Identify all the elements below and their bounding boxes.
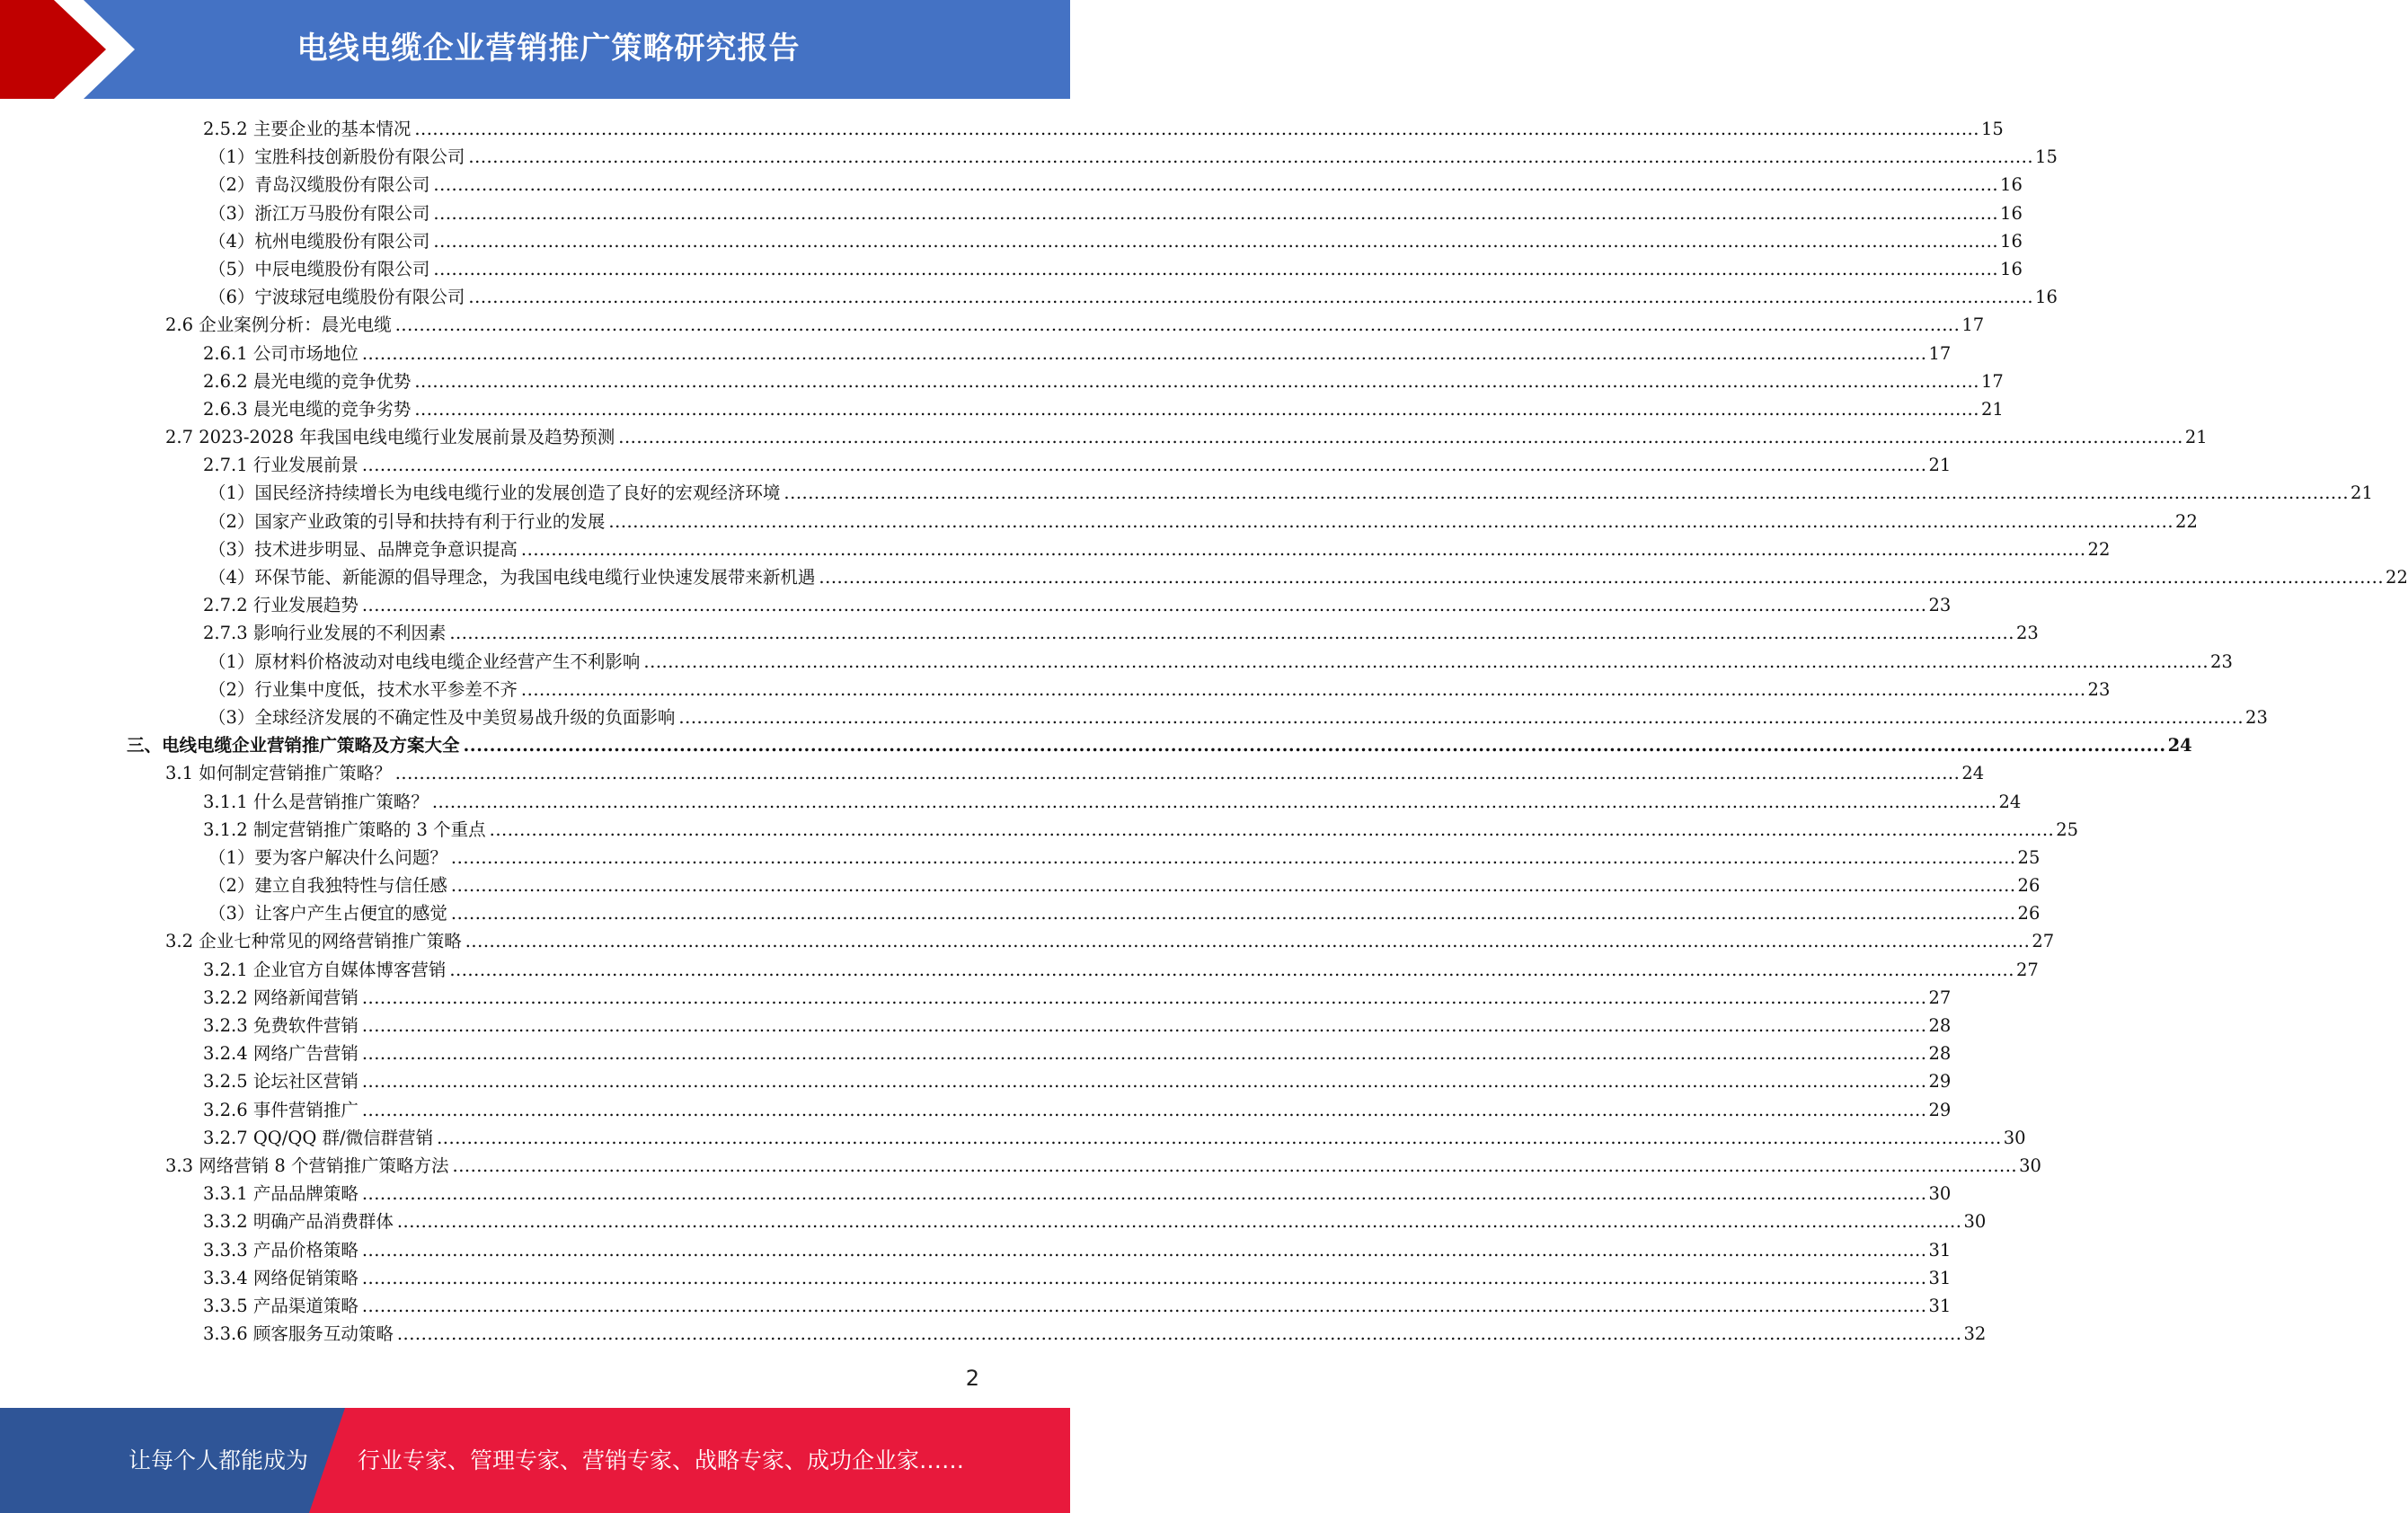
toc-entry-page: 23 [2210,650,2233,672]
toc-entry[interactable] [0,508,2198,535]
toc-entry-page: 16 [2000,174,2023,196]
toc-entry[interactable] [0,311,1985,339]
toc-entry-page: 15 [1980,119,2004,139]
toc-entry[interactable] [0,143,2058,171]
toc-entry-page: 22 [2386,567,2408,588]
toc-entry-page: 30 [1928,1183,1952,1205]
toc-entry-title: 3.3.5 产品渠道策略 [203,1295,359,1316]
toc-entry-page: 25 [2017,846,2041,868]
toc-dot-leader: .................................................................................................................................................................................................................................................................... [361,1183,1927,1205]
toc-dot-leader: .................................................................................................................................................................................................................................................................... [468,146,2034,168]
toc-entry-title: 2.7.3 影响行业发展的不利因素 [203,623,447,644]
toc-entry[interactable] [0,899,2041,927]
toc-entry-page: 29 [1928,1071,1952,1093]
toc-entry-title: （5）中辰电缆股份有限公司 [208,258,430,279]
toc-entry-title: 3.2.4 网络广告营销 [203,1043,359,1065]
toc-entry[interactable] [0,1264,1952,1292]
toc-entry[interactable] [0,731,2192,759]
toc-dot-leader: .................................................................................................................................................................................................................................................................... [361,595,1927,616]
toc-entry[interactable] [0,816,2079,844]
toc-dot-leader: .................................................................................................................................................................................................................................................................... [819,567,2385,588]
toc-entry[interactable] [0,872,2041,899]
toc-entry-page: 23 [2087,678,2111,700]
toc-entry[interactable] [0,479,2373,507]
toc-entry-page: 16 [2000,258,2023,279]
toc-entry-title: （2）行业集中度低，技术水平参差不齐 [208,678,518,700]
toc-entry-page: 21 [2184,427,2208,448]
toc-entry-title: 3.2 企业七种常见的网络营销推广策略 [165,931,462,952]
toc-dot-leader: .................................................................................................................................................................................................................................................................... [465,931,2031,952]
toc-entry-title: （3）全球经济发展的不确定性及中美贸易战升级的负面影响 [208,706,676,728]
toc-entry-page: 27 [2032,931,2055,952]
toc-entry[interactable] [0,676,2111,703]
toc-dot-leader: .................................................................................................................................................................................................................................................................... [361,1071,1927,1093]
table-of-contents [0,115,2408,1348]
toc-entry-title: 3.2.7 QQ/QQ 群/微信群营销 [203,1127,434,1148]
toc-entry-page: 17 [1961,314,1985,336]
toc-entry[interactable] [0,1320,1987,1348]
toc-dot-leader: .................................................................................................................................................................................................................................................................... [433,202,1999,224]
toc-dot-leader: .................................................................................................................................................................................................................................................................... [520,538,2086,560]
page-footer [0,1408,1070,1513]
toc-dot-leader: .................................................................................................................................................................................................................................................................... [414,370,1979,392]
toc-entry[interactable] [0,199,2023,227]
toc-entry[interactable] [0,451,1952,479]
toc-entry-title: 3.2.1 企业官方自媒体博客营销 [203,959,447,980]
toc-entry-title: （2）建立自我独特性与信任感 [208,875,447,897]
toc-entry-page: 29 [1928,1099,1952,1120]
toc-entry-title: （1）要为客户解决什么问题？ [208,846,447,868]
toc-dot-leader: .................................................................................................................................................................................................................................................................... [361,455,1927,476]
page-header [0,0,1070,99]
toc-entry[interactable] [0,395,2004,423]
toc-entry[interactable] [0,255,2023,283]
toc-entry-page: 31 [1928,1295,1952,1316]
toc-dot-leader: .................................................................................................................................................................................................................................................................... [433,230,1999,252]
toc-entry-page: 23 [1928,595,1952,616]
toc-entry-title: 三、电线电缆企业营销推广策略及方案大全 [127,735,460,756]
toc-entry-page: 23 [2015,623,2039,644]
toc-entry-title: （3）浙江万马股份有限公司 [208,202,430,224]
toc-entry-page: 15 [2035,146,2058,168]
toc-entry[interactable] [0,1124,2026,1152]
toc-entry-page: 32 [1963,1323,1987,1345]
toc-entry-title: 3.1.1 什么是营销推广策略？ [203,791,429,812]
toc-dot-leader: .................................................................................................................................................................................................................................................................... [361,1295,1927,1316]
toc-dot-leader: .................................................................................................................................................................................................................................................................... [431,791,1997,812]
toc-entry-page: 25 [2056,818,2079,840]
toc-entry[interactable] [0,563,2408,591]
toc-entry-title: 3.2.2 网络新闻营销 [203,987,359,1008]
toc-dot-leader: .................................................................................................................................................................................................................................................................... [452,1155,2018,1176]
toc-dot-leader: .................................................................................................................................................................................................................................................................... [489,818,2055,840]
toc-entry-page: 16 [2035,287,2058,308]
toc-entry[interactable] [0,367,2004,395]
toc-dot-leader: .................................................................................................................................................................................................................................................................... [433,258,1999,279]
toc-entry-title: （4）杭州电缆股份有限公司 [208,230,430,252]
toc-entry-title: 3.3.2 明确产品消费群体 [203,1211,394,1233]
toc-entry-title: 2.6.3 晨光电缆的竞争劣势 [203,398,412,420]
toc-dot-leader: .................................................................................................................................................................................................................................................................... [449,959,2014,980]
toc-entry[interactable] [0,1040,1952,1067]
toc-entry-title: 3.1.2 制定营销推广策略的 3 个重点 [203,818,486,840]
toc-entry-title: （3）让客户产生占便宜的感觉 [208,903,447,925]
toc-dot-leader: .................................................................................................................................................................................................................................................................... [433,174,1999,196]
toc-entry[interactable] [0,535,2111,563]
toc-entry-title: （2）青岛汉缆股份有限公司 [208,174,430,196]
toc-entry-title: （1）原材料价格波动对电线电缆企业经营产生不利影响 [208,650,641,672]
toc-entry-title: （1）宝胜科技创新股份有限公司 [208,146,465,168]
toc-dot-leader: .................................................................................................................................................................................................................................................................... [361,342,1927,364]
toc-entry-title: （2）国家产业政策的引导和扶持有利于行业的发展 [208,510,606,532]
toc-dot-leader: .................................................................................................................................................................................................................................................................... [394,763,1961,784]
toc-entry-title: 3.3.1 产品品牌策略 [203,1183,359,1205]
toc-entry-page: 21 [1980,398,2004,420]
toc-entry-title: 2.7.1 行业发展前景 [203,455,359,476]
toc-entry-title: 3.3.6 顾客服务互动策略 [203,1323,394,1345]
toc-entry-page: 22 [2175,510,2198,532]
toc-entry-page: 26 [2017,903,2041,925]
toc-entry[interactable] [0,115,2004,143]
toc-dot-leader: .................................................................................................................................................................................................................................................................... [520,678,2086,700]
toc-entry-page: 17 [1980,370,2004,392]
toc-dot-leader: .................................................................................................................................................................................................................................................................... [618,427,2183,448]
toc-dot-leader: .................................................................................................................................................................................................................................................................... [414,119,1979,139]
toc-entry-page: 27 [1928,987,1952,1008]
toc-entry[interactable] [0,788,2022,816]
toc-entry-title: 3.2.5 论坛社区营销 [203,1071,359,1093]
toc-dot-leader: .................................................................................................................................................................................................................................................................... [361,987,1927,1008]
toc-entry-title: 2.7.2 行业发展趋势 [203,595,359,616]
toc-entry[interactable] [0,759,1985,787]
toc-entry-page: 24 [1961,763,1985,784]
toc-entry-title: （3）技术进步明显、品牌竞争意识提高 [208,538,518,560]
toc-entry-title: 2.6 企业案例分析：晨光电缆 [165,314,392,336]
toc-dot-leader: .................................................................................................................................................................................................................................................................... [450,875,2016,897]
toc-dot-leader: .................................................................................................................................................................................................................................................................... [450,903,2016,925]
toc-entry[interactable] [0,591,1952,619]
toc-entry[interactable] [0,956,2039,984]
toc-entry-page: 24 [2167,735,2192,756]
toc-entry[interactable] [0,423,2208,451]
toc-entry-page: 31 [1928,1239,1952,1261]
toc-dot-leader: .................................................................................................................................................................................................................................................................... [396,1211,1962,1233]
toc-entry[interactable] [0,844,2041,872]
toc-dot-leader: .................................................................................................................................................................................................................................................................... [678,706,2244,728]
toc-entry-title: （6）宁波球冠电缆股份有限公司 [208,287,465,308]
toc-entry[interactable] [0,648,2233,676]
toc-entry-page: 21 [1928,455,1952,476]
toc-entry-page: 31 [1928,1267,1952,1288]
toc-entry[interactable] [0,283,2058,311]
toc-entry-title: 2.5.2 主要企业的基本情况 [203,119,412,139]
toc-dot-leader: .................................................................................................................................................................................................................................................................... [468,287,2034,308]
toc-entry-page: 28 [1928,1043,1952,1065]
document-title: 电线电缆企业营销推广策略研究报告 [297,31,801,66]
toc-entry[interactable] [0,984,1952,1012]
toc-dot-leader: .................................................................................................................................................................................................................................................................... [361,1099,1927,1120]
toc-entry-page: 23 [2245,706,2268,728]
toc-entry-title: 2.6.1 公司市场地位 [203,342,359,364]
toc-entry[interactable] [0,1096,1952,1124]
toc-entry[interactable] [0,703,2268,731]
page-number: 2 [965,1366,979,1391]
toc-entry[interactable] [0,1236,1952,1264]
toc-dot-leader: .................................................................................................................................................................................................................................................................... [414,398,1979,420]
toc-entry-page: 22 [2087,538,2111,560]
toc-dot-leader: .................................................................................................................................................................................................................................................................... [361,1015,1927,1036]
toc-entry-page: 26 [2017,875,2041,897]
toc-dot-leader: .................................................................................................................................................................................................................................................................... [396,1323,1962,1345]
toc-entry-title: 3.3 网络营销 8 个营销推广策略方法 [165,1155,449,1176]
toc-entry-title: 2.6.2 晨光电缆的竞争优势 [203,370,412,392]
toc-entry[interactable] [0,1152,2041,1180]
toc-dot-leader: .................................................................................................................................................................................................................................................................... [463,735,2166,756]
toc-entry[interactable] [0,171,2023,199]
toc-entry-page: 27 [2015,959,2039,980]
toc-entry[interactable] [0,340,1952,367]
toc-entry[interactable] [0,1067,1952,1095]
footer-tagline: 行业专家、管理专家、营销专家、战略专家、成功企业家…… [358,1447,965,1473]
toc-entry-page: 21 [2350,482,2373,504]
toc-dot-leader: .................................................................................................................................................................................................................................................................... [783,482,2350,504]
toc-entry[interactable] [0,227,2023,255]
toc-dot-leader: .................................................................................................................................................................................................................................................................... [437,1127,2002,1148]
toc-dot-leader: .................................................................................................................................................................................................................................................................... [361,1239,1927,1261]
toc-entry-page: 28 [1928,1015,1952,1036]
toc-entry-title: 3.3.4 网络促销策略 [203,1267,359,1288]
toc-entry-page: 24 [1998,791,2022,812]
toc-dot-leader: .................................................................................................................................................................................................................................................................... [361,1043,1927,1065]
toc-dot-leader: .................................................................................................................................................................................................................................................................... [450,846,2016,868]
toc-entry[interactable] [0,619,2039,647]
toc-entry-title: （4）环保节能、新能源的倡导理念，为我国电线电缆行业快速发展带来新机遇 [208,567,816,588]
toc-entry-page: 16 [2000,230,2023,252]
toc-entry-title: 2.7 2023-2028 年我国电线电缆行业发展前景及趋势预测 [165,427,615,448]
toc-dot-leader: .................................................................................................................................................................................................................................................................... [608,510,2174,532]
toc-entry[interactable] [0,1208,1987,1235]
toc-entry-title: （1）国民经济持续增长为电线电缆行业的发展创造了良好的宏观经济环境 [208,482,781,504]
toc-entry[interactable] [0,927,2055,955]
footer-slogan: 让每个人都能成为 [128,1447,309,1473]
toc-entry[interactable] [0,1180,1952,1208]
toc-dot-leader: .................................................................................................................................................................................................................................................................... [394,314,1961,336]
toc-entry-page: 17 [1928,342,1952,364]
toc-entry-title: 3.2.3 免费软件营销 [203,1015,359,1036]
toc-entry-page: 16 [2000,202,2023,224]
toc-entry[interactable] [0,1012,1952,1040]
toc-entry-page: 30 [1963,1211,1987,1233]
toc-entry-page: 30 [2019,1155,2041,1176]
toc-entry-title: 3.3.3 产品价格策略 [203,1239,359,1261]
toc-entry[interactable] [0,1292,1952,1320]
toc-entry-title: 3.1 如何制定营销推广策略？ [165,763,392,784]
toc-entry-page: 30 [2003,1127,2026,1148]
toc-dot-leader: .................................................................................................................................................................................................................................................................... [449,623,2014,644]
toc-entry-title: 3.2.6 事件营销推广 [203,1099,359,1120]
toc-dot-leader: .................................................................................................................................................................................................................................................................... [643,650,2209,672]
toc-dot-leader: .................................................................................................................................................................................................................................................................... [361,1267,1927,1288]
